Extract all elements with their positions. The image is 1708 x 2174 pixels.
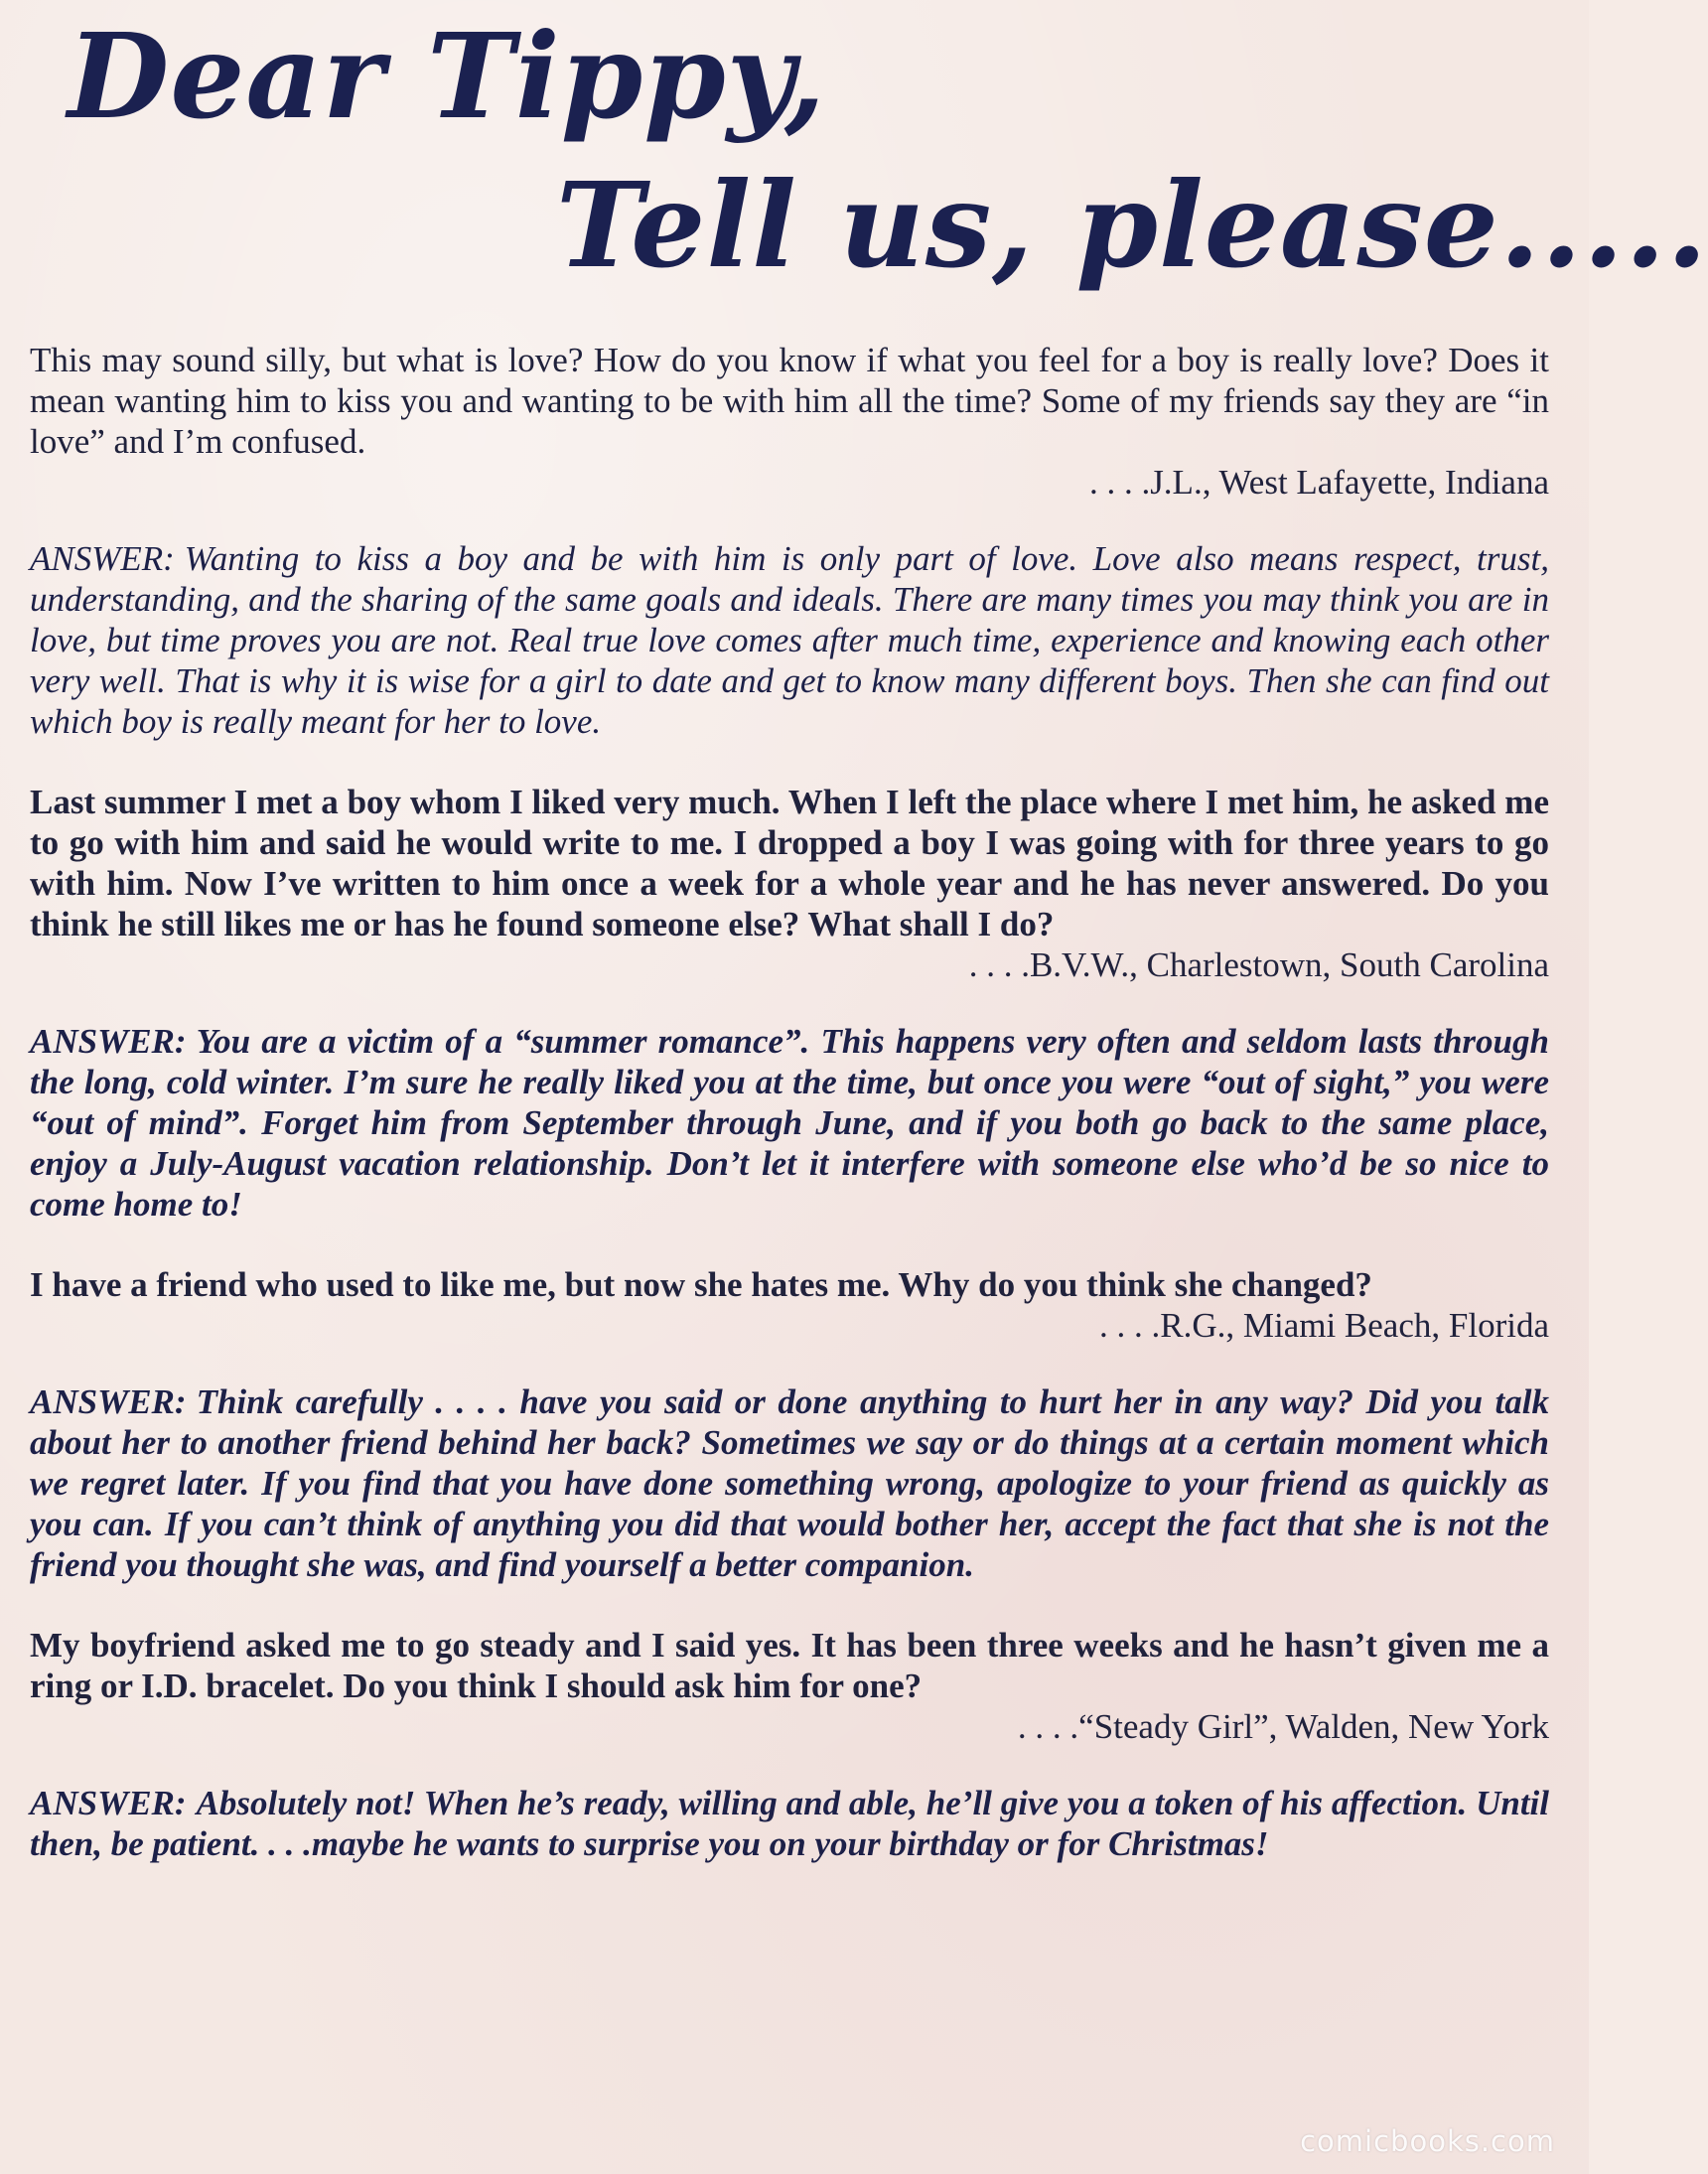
reader-signature: . . . .B.V.W., Charlestown, South Carolina bbox=[968, 945, 1549, 984]
watermark: comicbooks.com bbox=[1300, 2124, 1555, 2158]
answer-label: ANSWER: bbox=[30, 1022, 187, 1061]
answer-text: Absolutely not! When he’s ready, willing and able, he’ll give you a token of his affection. Until then, be patient. . . .maybe he wants to surprise you on your birthday or for Christmas! bbox=[30, 1784, 1549, 1863]
reader-question: This may sound silly, but what is love? How do you know if what you feel for a boy is really love? Does it mean wanting him to kiss you and wanting to be with him all the time? Some of my friends say they are “in love” and I’m confused. bbox=[30, 341, 1549, 461]
reader-question: Last summer I met a boy whom I liked very much. When I left the place where I met him, he asked me to go with him and said he would write to me. I dropped a boy I was going with for three years to go with him. Now I’ve written to him once a week for a whole year and he has never answered. Do you think he still likes me or has he found someone else? What shall I do? bbox=[30, 783, 1549, 943]
reader-signature: . . . .J.L., West Lafayette, Indiana bbox=[1088, 463, 1549, 502]
letter-entry bbox=[30, 340, 1549, 503]
answer-label: ANSWER: bbox=[30, 1784, 187, 1822]
answer-text: Wanting to kiss a boy and be with him is only part of love. Love also means respect, trust, understanding, and the sharing of the same goals and ideals. There are many times you may think you are in love, but time proves you are not. Real true love comes after much time, experience and knowing each other very well. That is why it is wise for a girl to date and get to know many different boys. Then she can find out which boy is really meant for her to love. bbox=[30, 539, 1549, 741]
answer-paragraph bbox=[30, 1783, 1549, 1864]
answer-paragraph bbox=[30, 538, 1549, 742]
letters-column bbox=[30, 340, 1549, 1864]
answer-paragraph bbox=[30, 1021, 1549, 1225]
reader-signature: . . . .R.G., Miami Beach, Florida bbox=[1098, 1306, 1549, 1345]
answer-text: Think carefully . . . . have you said or done anything to hurt her in any way? Did you talk about her to another friend behind her back? Sometimes we say or do things at a certain moment which we regret later. If you find that you have done something wrong, apologize to your friend as quickly as you can. If you can’t think of anything you did that would bother her, accept the fact that she is not the friend you thought she was, and find yourself a better companion. bbox=[30, 1382, 1549, 1584]
page-title-line-1: Dear Tippy, bbox=[68, 7, 827, 145]
reader-question: My boyfriend asked me to go steady and I said yes. It has been three weeks and he hasn’t given me a ring or I.D. bracelet. Do you think I should ask him for one? bbox=[30, 1626, 1549, 1705]
page-title-line-2: Tell us, please..... bbox=[556, 156, 1708, 294]
answer-text: You are a victim of a “summer romance”. This happens very often and seldom lasts through the long, cold winter. I’m sure he really liked you at the time, but once you were “out of sight,” you were “out of mind”. Forget him from September through June, and if you both go back to the same place, enjoy a July-August vacation relationship. Don’t let it interfere with someone else who’d be so nice to come home to! bbox=[30, 1022, 1549, 1224]
answer-label: ANSWER: bbox=[30, 1382, 187, 1421]
letter-entry bbox=[30, 782, 1549, 985]
reader-question: I have a friend who used to like me, but now she hates me. Why do you think she changed? bbox=[30, 1265, 1372, 1304]
letter-entry bbox=[30, 1264, 1549, 1346]
reader-signature: . . . .“Steady Girl”, Walden, New York bbox=[1017, 1707, 1549, 1746]
answer-label: ANSWER: bbox=[30, 539, 175, 578]
answer-paragraph bbox=[30, 1381, 1549, 1585]
letter-entry bbox=[30, 1625, 1549, 1747]
